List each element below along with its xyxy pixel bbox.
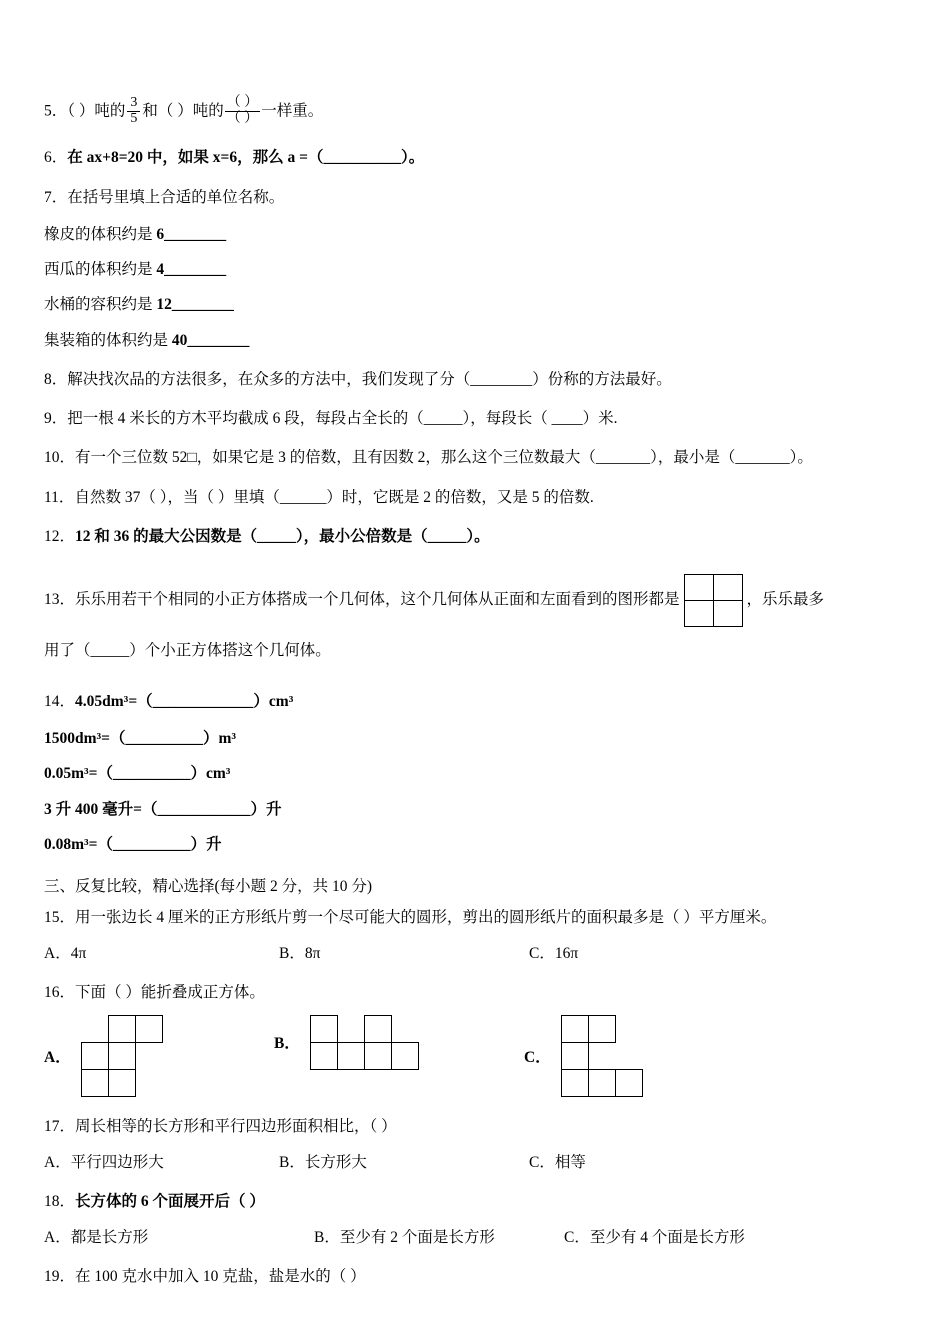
question-16-option-c[interactable] bbox=[524, 1015, 774, 1097]
question-19-number: 19． bbox=[44, 1268, 76, 1286]
fraction-numerator-blank: （ ） bbox=[226, 95, 259, 110]
question-15 bbox=[44, 906, 906, 929]
question-14-line-5[interactable]: 0.08m³=（__________）升 bbox=[44, 835, 222, 853]
question-10-text: 有一个三位数 52□，如果它是 3 的倍数，且有因数 2，那么这个三位数最大（_______），最小是（_______）。 bbox=[75, 449, 813, 467]
question-6-number: 6． bbox=[44, 149, 68, 167]
question-15-option-b[interactable]: B．8π bbox=[279, 945, 321, 963]
section-3-title: 三、反复比较，精心选择(每小题 2 分，共 10 分) bbox=[44, 878, 373, 896]
question-7-line-4 bbox=[44, 329, 906, 352]
cube-net-c-icon bbox=[561, 1015, 670, 1097]
question-6 bbox=[44, 146, 906, 169]
question-11-text: 自然数 37（ ），当（ ）里填（______）时，它既是 2 的倍数，又是 5 的倍数. bbox=[74, 488, 594, 506]
question-16-option-c-label: C． bbox=[524, 1048, 551, 1066]
question-17-option-a[interactable]: A．平行四边形大 bbox=[44, 1153, 164, 1171]
cube-net-a-icon bbox=[81, 1015, 163, 1097]
question-18 bbox=[44, 1190, 906, 1213]
question-16-options bbox=[44, 1015, 906, 1097]
question-8 bbox=[44, 368, 906, 391]
page-content bbox=[44, 96, 906, 1302]
question-14 bbox=[44, 690, 906, 713]
question-15-options bbox=[44, 941, 906, 963]
fraction-denominator: 5 bbox=[127, 111, 140, 127]
question-15-option-c[interactable]: C．16π bbox=[529, 945, 579, 963]
question-13 bbox=[44, 574, 906, 664]
question-7-line-4-lead: 集装箱的体积约是 bbox=[44, 331, 172, 349]
question-7-line-3-value[interactable]: 12________ bbox=[156, 296, 234, 314]
question-12-number: 12． bbox=[44, 527, 76, 545]
question-5-text-mid: 和（ ）吨的 bbox=[142, 102, 224, 120]
question-18-text: 长方体的 6 个面展开后（ ） bbox=[75, 1192, 265, 1210]
fraction-denominator-blank: （ ） bbox=[226, 110, 259, 126]
question-9-text: 把一根 4 米长的方木平均截成 6 段，每段占全长的（_____），每段长（ ____）米. bbox=[67, 410, 618, 428]
question-17-number: 17． bbox=[44, 1117, 76, 1135]
cube-view-figure-icon bbox=[684, 574, 743, 627]
question-9 bbox=[44, 407, 906, 430]
question-18-option-a[interactable]: A．都是长方形 bbox=[44, 1229, 149, 1247]
question-14-number: 14． bbox=[44, 692, 76, 710]
question-13-text-pre: 乐乐用若干个相同的小正方体搭成一个几何体，这个几何体从正面和左面看到的图形都是 bbox=[75, 591, 680, 609]
question-7-line-3 bbox=[44, 293, 906, 316]
question-18-option-c[interactable]: C．至少有 4 个面是长方形 bbox=[564, 1229, 745, 1247]
question-13-text-post: ，乐乐最多 bbox=[746, 591, 825, 609]
cube-net-b-icon bbox=[310, 1015, 419, 1070]
question-15-text: 用一张边长 4 厘米的正方形纸片剪一个尽可能大的圆形，剪出的圆形纸片的面积最多是（ ）平方厘米。 bbox=[75, 909, 777, 927]
fraction-numerator: 3 bbox=[130, 95, 138, 110]
question-14-line-3[interactable]: 0.05m³=（__________）cm³ bbox=[44, 765, 231, 783]
question-7-line-2-lead: 西瓜的体积约是 bbox=[44, 261, 157, 279]
question-18-options bbox=[44, 1225, 906, 1247]
question-11-number: 11． bbox=[44, 488, 75, 506]
question-7-line-2 bbox=[44, 258, 906, 281]
question-14-line-4[interactable]: 3 升 400 毫升=（____________）升 bbox=[44, 800, 282, 818]
question-17-option-b[interactable]: B．长方形大 bbox=[279, 1153, 367, 1171]
question-17 bbox=[44, 1115, 906, 1138]
question-16-option-a-label: A． bbox=[44, 1048, 71, 1066]
question-17-option-c[interactable]: C．相等 bbox=[529, 1153, 586, 1171]
question-18-option-b[interactable]: B．至少有 2 个面是长方形 bbox=[314, 1229, 495, 1247]
question-5-text-pre: （ ）吨的 bbox=[67, 102, 126, 120]
question-14-line-1[interactable]: 4.05dm³=（_____________）cm³ bbox=[75, 692, 294, 710]
question-16-option-a[interactable] bbox=[44, 1015, 274, 1097]
question-8-number: 8． bbox=[44, 370, 68, 388]
question-17-options bbox=[44, 1150, 906, 1172]
question-13-number: 13． bbox=[44, 591, 76, 609]
question-7-line-1-value[interactable]: 6________ bbox=[156, 225, 227, 243]
question-11 bbox=[44, 486, 906, 509]
question-5 bbox=[44, 96, 906, 126]
question-7-text: 在括号里填上合适的单位名称。 bbox=[67, 188, 285, 206]
question-5-number: 5． bbox=[44, 102, 68, 120]
question-8-text: 解决找次品的方法很多，在众多的方法中，我们发现了分（________）份称的方法最好。 bbox=[67, 370, 672, 388]
question-16-option-b[interactable] bbox=[274, 1015, 524, 1070]
question-7-line-1 bbox=[44, 223, 906, 246]
question-16-option-b-label: B． bbox=[274, 1035, 300, 1053]
question-10 bbox=[44, 446, 906, 469]
fraction-blank bbox=[225, 96, 261, 126]
question-15-option-a[interactable]: A．4π bbox=[44, 945, 87, 963]
question-6-text: 在 ax+8=20 中，如果 x=6，那么 a =（__________）。 bbox=[67, 149, 425, 167]
question-15-number: 15． bbox=[44, 909, 76, 927]
question-7-line-3-lead: 水桶的容积约是 bbox=[44, 296, 157, 314]
question-7-line-4-value[interactable]: 40________ bbox=[171, 331, 250, 349]
question-9-number: 9． bbox=[44, 410, 68, 428]
question-13-line-2: 用了（_____）个小正方体搭这个几何体。 bbox=[44, 642, 331, 660]
question-19 bbox=[44, 1265, 906, 1288]
question-7-line-1-lead: 橡皮的体积约是 bbox=[44, 225, 157, 243]
question-10-number: 10． bbox=[44, 449, 76, 467]
question-16 bbox=[44, 981, 906, 1004]
question-14-line-2[interactable]: 1500dm³=（__________）m³ bbox=[44, 730, 237, 748]
question-12-text: 12 和 36 的最大公因数是（_____），最小公倍数是（_____）。 bbox=[75, 527, 490, 545]
question-17-text: 周长相等的长方形和平行四边形面积相比，（ ） bbox=[75, 1117, 397, 1135]
question-7 bbox=[44, 186, 906, 209]
fraction-three-fifths bbox=[127, 96, 140, 126]
question-16-text: 下面（ ）能折叠成正方体。 bbox=[75, 984, 265, 1002]
question-19-text: 在 100 克水中加入 10 克盐，盐是水的（ ） bbox=[75, 1268, 366, 1286]
question-7-number: 7． bbox=[44, 188, 68, 206]
question-5-text-post: 一样重。 bbox=[261, 102, 324, 120]
question-16-number: 16． bbox=[44, 984, 76, 1002]
question-7-line-2-value[interactable]: 4________ bbox=[156, 261, 227, 279]
question-12 bbox=[44, 525, 906, 548]
question-18-number: 18． bbox=[44, 1192, 76, 1210]
